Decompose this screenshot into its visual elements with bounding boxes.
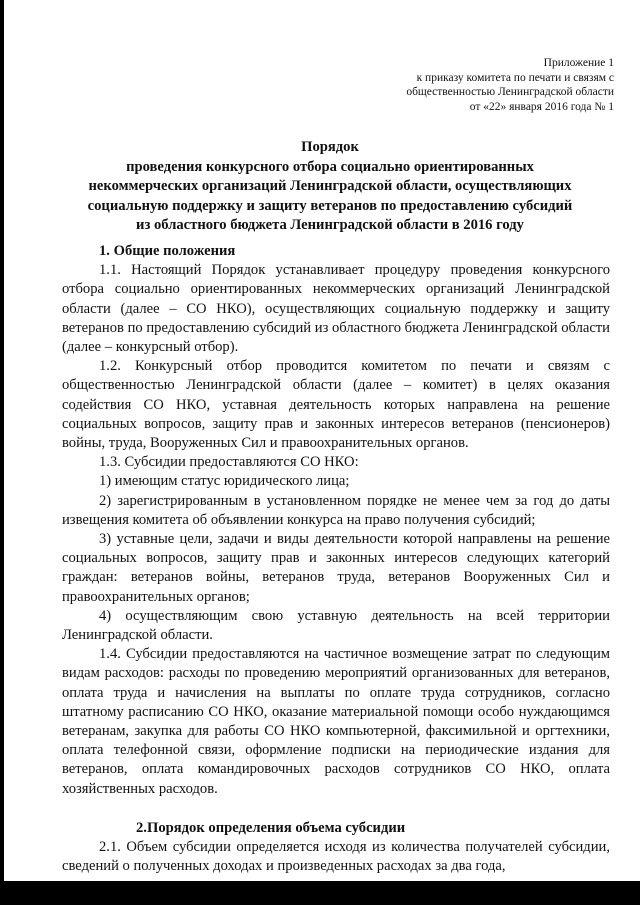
title-line-1: Порядок xyxy=(301,139,359,155)
section-2-number: 2. xyxy=(136,819,147,836)
paragraph-2-1: 2.1. Объем субсидии определяется исходя из количества получателей субсидии, сведений о полученных доходах и произведенных расходах за два года, xyxy=(62,839,610,875)
list-item-4: 4) осуществляющим свою уставную деятельность на всей территории Ленинградской области. xyxy=(62,607,610,644)
paragraph-1-2: 1.2. Конкурсный отбор проводится комитетом по печати и связям с общественностью Ленинградской области (далее – комитет) в целях оказания содействия СО НКО, уставная деятельность которых направлена на решение социальных вопросов, защиту прав и законных интересов ветеранов (пенсионеров) войны, труда, Вооруженных Сил и правоохранительных органов. xyxy=(62,358,610,452)
paragraph-1-3: 1.3. Субсидии предоставляются СО НКО: xyxy=(99,454,359,471)
title-line-2: проведения конкурсного отбора социально ориентированных xyxy=(126,158,534,175)
scan-bottom-edge xyxy=(0,881,640,905)
section-1-heading: 1. Общие положения xyxy=(99,243,236,259)
title-line-5: из областного бюджета Ленинградской области в 2016 году xyxy=(136,217,524,233)
paragraph-1-1: 1.1. Настоящий Порядок устанавливает процедуру проведения конкурсного отбора социально ориентированных некоммерческих организаций Ленинградской области (далее – СО НКО), осуществляющих социальную поддержку и защиту ветеранов по предоставлению субсидий из областного бюджета Ленинградской области (далее – конкурсный отбор). xyxy=(62,262,610,356)
appendix-block xyxy=(406,56,614,114)
scan-left-edge xyxy=(0,0,4,905)
appendix-line-2: к приказу комитета по печати и связям с xyxy=(416,71,614,84)
list-item-1: 1) имеющим статус юридического лица; xyxy=(99,473,350,490)
title-line-3: некоммерческих организаций Ленинградской области, осуществляющих xyxy=(88,178,572,194)
appendix-line-4: от «22» января 2016 года № 1 xyxy=(469,100,614,113)
title-line-4: социальную поддержку и защиту ветеранов по предоставлению субсидий xyxy=(87,197,573,214)
list-item-3: 3) уставные цели, задачи и виды деятельности которой направлены на решение социальных вопросов, защиту прав и законных интересов следующих категорий граждан: ветеранов войны, ветеранов труда, ветеранов Вооруженных Сил и правоохранительных органов; xyxy=(62,531,610,605)
appendix-line-3: общественностью Ленинградской области xyxy=(406,86,614,98)
paragraph-1-4: 1.4. Субсидии предоставляются на частичное возмещение затрат по следующим видам расходов: расходы по проведению мероприятий организованных для ветеранов, оплата труда и начисления на выплаты по оплате труда сотрудников, согласно штатному расписанию СО НКО, оказание материальной помощи особо нуждающимся ветеранам, закупка для работы СО НКО компьютерной, факсимильной и оргтехники, оплата телефонной связи, оформление подписки на периодические издания для ветеранов, оплата командировочных расходов сотрудников СО НКО, оплата хозяйственных расходов. xyxy=(62,646,610,797)
document-title xyxy=(60,138,600,236)
list-item-2: 2) зарегистрированным в установленном порядке не менее чем за год до даты извещения комитета об объявлении конкурса на право получения субсидий; xyxy=(62,492,610,528)
section-2-heading xyxy=(62,819,610,838)
document-body xyxy=(62,242,610,877)
section-2-title: Порядок определения объема субсидии xyxy=(147,819,406,836)
appendix-line-1: Приложение 1 xyxy=(543,57,614,69)
